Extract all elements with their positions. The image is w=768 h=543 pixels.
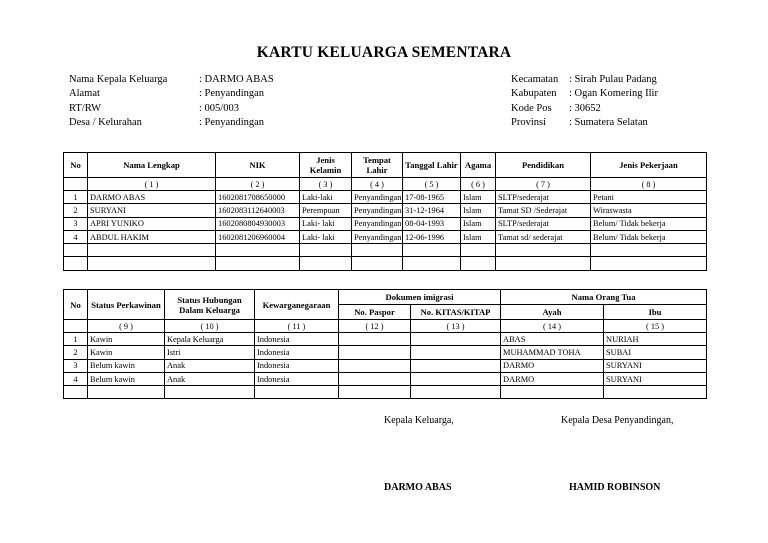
header-info-right: [511, 73, 751, 130]
column-header-ibu: Ibu: [604, 305, 707, 320]
document-title: KARTU KELUARGA SEMENTARA: [256, 44, 512, 61]
cell-status-perkawinan: Belum kawin: [88, 359, 165, 372]
info-value: : Ogan Komering Ilir: [569, 88, 658, 100]
cell-nama: SURYANI: [88, 204, 216, 217]
column-header-dokumen-imigrasi: Dokumen imigrasi: [339, 290, 501, 305]
cell-tanggal-lahir: 12-06-1996: [403, 230, 461, 243]
column-number: ( 1 ): [88, 178, 216, 191]
cell-tanggal-lahir: 31-12-1964: [403, 204, 461, 217]
cell-jenis-kelamin: Laki-laki: [300, 191, 352, 204]
column-number: ( 5 ): [403, 178, 461, 191]
column-header-ayah: Ayah: [501, 305, 604, 320]
cell-ibu: SURYANI: [604, 359, 707, 372]
cell-no: 1: [64, 333, 88, 346]
cell-jenis-kelamin: Laki- laki: [300, 217, 352, 230]
column-number: ( 15 ): [604, 320, 707, 333]
column-header-nama-orang-tua: Nama Orang Tua: [501, 290, 707, 305]
cell-tempat-lahir: Penyandingan: [352, 217, 403, 230]
cell-no: 4: [64, 372, 88, 385]
cell-ayah: DARMO: [501, 372, 604, 385]
info-value: : Penyandingan: [199, 116, 265, 128]
family-status-table: [63, 289, 707, 399]
table-row: [64, 372, 707, 385]
column-header-status-hubungan: Status Hubungan Dalam Keluarga: [165, 290, 255, 320]
cell-pendidikan: SLTP/sederajat: [496, 217, 591, 230]
column-number: ( 9 ): [88, 320, 165, 333]
info-value: : Penyandingan: [199, 88, 265, 100]
cell-no-paspor: [339, 372, 411, 385]
cell-status-hubungan: Kepala Keluarga: [165, 333, 255, 346]
info-label: Provinsi: [511, 116, 547, 128]
info-value: : Sumatera Selatan: [569, 116, 648, 128]
column-number-row: [64, 320, 707, 333]
cell-no-paspor: [339, 333, 411, 346]
table-row-empty: [64, 257, 707, 270]
column-header-no-paspor: No. Paspor: [339, 305, 411, 320]
table-row-empty: [64, 386, 707, 399]
info-row-rt-rw: [69, 102, 349, 116]
info-value: : Sirah Pulau Padang: [569, 74, 657, 85]
cell-no: 4: [64, 230, 88, 243]
info-row-kabupaten: [511, 87, 751, 101]
signature-role-kepala-desa: Kepala Desa Penyandingan,: [561, 415, 674, 426]
column-number: ( 11 ): [255, 320, 339, 333]
column-number: ( 12 ): [339, 320, 411, 333]
column-number: [64, 320, 88, 333]
column-header-status-perkawinan: Status Perkawinan: [88, 290, 165, 320]
info-label: RT/RW: [69, 102, 102, 114]
cell-pendidikan: SLTP/sederajat: [496, 191, 591, 204]
cell-nik: 1602081206960004: [216, 230, 300, 243]
cell-no-paspor: [339, 346, 411, 359]
cell-nik: 1602083112640003: [216, 204, 300, 217]
cell-jenis-kelamin: Perempuan: [300, 204, 352, 217]
column-number: [64, 178, 88, 191]
cell-kewarganegaraan: Indonesia: [255, 359, 339, 372]
cell-no-kitas: [411, 333, 501, 346]
table-row: [64, 346, 707, 359]
column-header-no: No: [64, 290, 88, 320]
info-label: Kecamatan: [511, 74, 559, 85]
column-number-row: [64, 178, 707, 191]
table-row: [64, 359, 707, 372]
info-row-kecamatan: [511, 73, 751, 87]
table-row: [64, 217, 707, 230]
header-info-left: [69, 73, 349, 130]
info-label: Nama Kepala Keluarga: [69, 74, 168, 85]
column-number: ( 3 ): [300, 178, 352, 191]
info-value: : DARMO ABAS: [199, 74, 274, 85]
info-row-kode-pos: [511, 102, 751, 116]
cell-tempat-lahir: Penyandingan: [352, 230, 403, 243]
column-header-no-kitas: No. KITAS/KITAP: [411, 305, 501, 320]
cell-no-kitas: [411, 372, 501, 385]
info-label: Alamat: [69, 88, 100, 100]
cell-pekerjaan: Petani: [591, 191, 707, 204]
column-header-jenis-kelamin: Jenis Kelamin: [300, 153, 352, 178]
cell-no: 2: [64, 204, 88, 217]
cell-no: 3: [64, 217, 88, 230]
cell-pekerjaan: Belum/ Tidak bekerja: [591, 217, 707, 230]
cell-tanggal-lahir: 17-08-1965: [403, 191, 461, 204]
column-header-tempat-lahir: Tempat Lahir: [352, 153, 403, 178]
cell-no-kitas: [411, 359, 501, 372]
table-header-row: [64, 153, 707, 178]
cell-tempat-lahir: Penyandingan: [352, 191, 403, 204]
column-number: ( 13 ): [411, 320, 501, 333]
column-number: ( 6 ): [461, 178, 496, 191]
signature-name-kepala-desa: HAMID ROBINSON: [569, 482, 661, 493]
column-number: ( 8 ): [591, 178, 707, 191]
info-label: Kode Pos: [511, 102, 552, 114]
info-value: : 30652: [569, 102, 601, 114]
cell-nik: 1602080804930003: [216, 217, 300, 230]
cell-kewarganegaraan: Indonesia: [255, 333, 339, 346]
column-header-no: No: [64, 153, 88, 178]
signature-role-kepala-keluarga: Kepala Keluarga,: [384, 415, 454, 426]
cell-no-kitas: [411, 346, 501, 359]
cell-ayah: DARMO: [501, 359, 604, 372]
column-header-pendidikan: Pendidikan: [496, 153, 591, 178]
table-row-empty: [64, 244, 707, 257]
column-number: ( 2 ): [216, 178, 300, 191]
table-row: [64, 191, 707, 204]
column-number: ( 4 ): [352, 178, 403, 191]
cell-agama: Islam: [461, 191, 496, 204]
cell-nik: 1602081708650000: [216, 191, 300, 204]
cell-no: 1: [64, 191, 88, 204]
column-number: ( 7 ): [496, 178, 591, 191]
column-number: ( 14 ): [501, 320, 604, 333]
info-row-desa: [69, 116, 349, 130]
table-row: [64, 230, 707, 243]
cell-tempat-lahir: Penyandingan: [352, 204, 403, 217]
cell-kewarganegaraan: Indonesia: [255, 346, 339, 359]
cell-pekerjaan: Wiraswasta: [591, 204, 707, 217]
cell-jenis-kelamin: Laki- laki: [300, 230, 352, 243]
info-label: Kabupaten: [511, 88, 557, 100]
cell-status-perkawinan: Kawin: [88, 346, 165, 359]
cell-no: 2: [64, 346, 88, 359]
column-number: ( 10 ): [165, 320, 255, 333]
cell-agama: Islam: [461, 230, 496, 243]
cell-no: 3: [64, 359, 88, 372]
cell-status-hubungan: Istri: [165, 346, 255, 359]
cell-status-perkawinan: Kawin: [88, 333, 165, 346]
cell-kewarganegaraan: Indonesia: [255, 372, 339, 385]
column-header-tanggal-lahir: Tanggal Lahir: [403, 153, 461, 178]
family-members-table: [63, 152, 707, 271]
info-row-alamat: [69, 87, 349, 101]
cell-tanggal-lahir: 08-04-1993: [403, 217, 461, 230]
cell-ibu: NURIAH: [604, 333, 707, 346]
info-row-kepala-keluarga: [69, 73, 349, 87]
column-header-nama-lengkap: Nama Lengkap: [88, 153, 216, 178]
column-header-nik: NIK: [216, 153, 300, 178]
column-header-kewarganegaraan: Kewarganegaraan: [255, 290, 339, 320]
table-row: [64, 333, 707, 346]
table-row: [64, 204, 707, 217]
cell-status-hubungan: Anak: [165, 359, 255, 372]
column-header-agama: Agama: [461, 153, 496, 178]
cell-pendidikan: Tamat SD /Sederajat: [496, 204, 591, 217]
cell-ayah: ABAS: [501, 333, 604, 346]
table-header-row: [64, 290, 707, 305]
column-header-jenis-pekerjaan: Jenis Pekerjaan: [591, 153, 707, 178]
cell-nama: DARMO ABAS: [88, 191, 216, 204]
cell-status-hubungan: Anak: [165, 372, 255, 385]
cell-ibu: SUBAI: [604, 346, 707, 359]
cell-agama: Islam: [461, 217, 496, 230]
signature-name-kepala-keluarga: DARMO ABAS: [384, 482, 452, 493]
cell-pekerjaan: Belum/ Tidak bekerja: [591, 230, 707, 243]
info-label: Desa / Kelurahan: [69, 116, 142, 128]
cell-nama: ABDUL HAKIM: [88, 230, 216, 243]
cell-ibu: SURYANI: [604, 372, 707, 385]
cell-ayah: MUHAMMAD TOHA: [501, 346, 604, 359]
cell-status-perkawinan: Belum kawin: [88, 372, 165, 385]
info-value: : 005/003: [199, 102, 239, 114]
cell-no-paspor: [339, 359, 411, 372]
cell-pendidikan: Tamat sd/ sederajat: [496, 230, 591, 243]
cell-agama: Islam: [461, 204, 496, 217]
info-row-provinsi: [511, 116, 751, 130]
cell-nama: APRI YUNIKO: [88, 217, 216, 230]
